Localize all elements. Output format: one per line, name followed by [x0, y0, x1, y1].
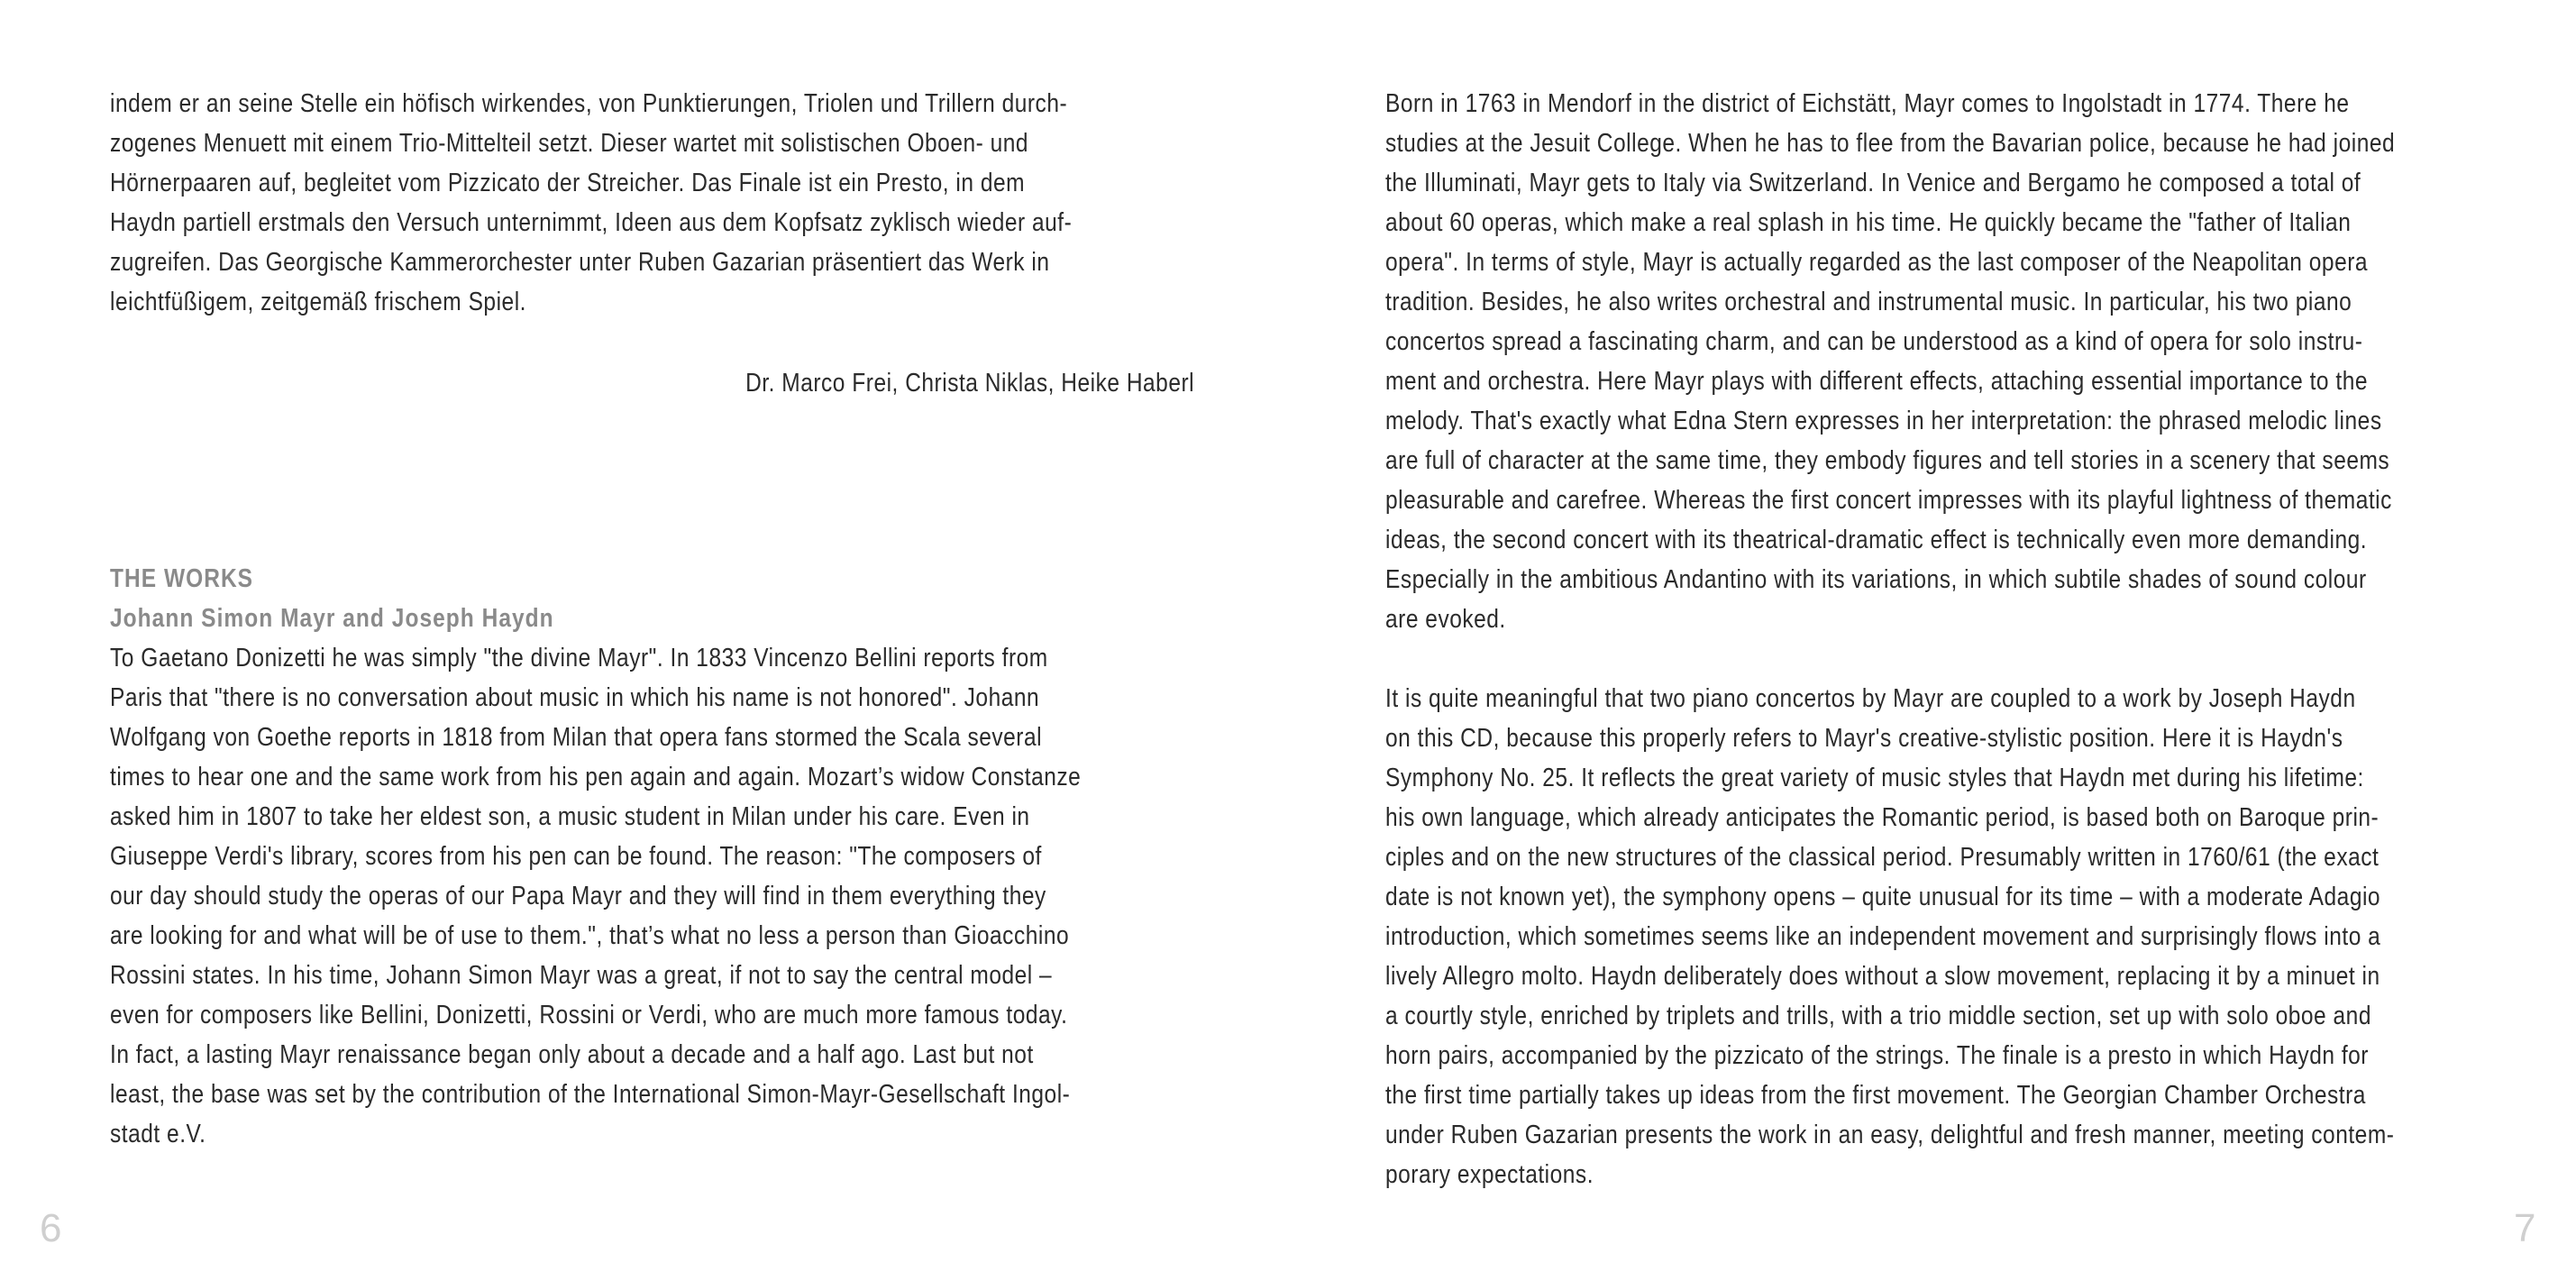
text-line: indem er an seine Stelle ein höfisch wirkendes, von Punktierungen, Triolen und Trillern durch-	[110, 89, 1068, 118]
text-line: melody. That's exactly what Edna Stern expresses in her interpretation: the phrased melodic lines	[1385, 407, 2382, 435]
text-line: It is quite meaningful that two piano concertos by Mayr are coupled to a work by Joseph Haydn	[1385, 684, 2356, 713]
text-line: are looking for and what will be of use to them.", that’s what no less a person than Gioacchino	[110, 921, 1070, 950]
text-line: porary expectations.	[1385, 1160, 1594, 1189]
text-line: even for composers like Bellini, Donizetti, Rossini or Verdi, who are much more famous today.	[110, 1001, 1068, 1029]
text-line: Rossini states. In his time, Johann Simon Mayr was a great, if not to say the central model –	[110, 961, 1053, 990]
text-line: times to hear one and the same work from his pen again and again. Mozart’s widow Constanze	[110, 763, 1082, 791]
text-line: zogenes Menuett mit einem Trio-Mittelteil setzt. Dieser wartet mit solistischen Oboen- und	[110, 129, 1029, 158]
text-line: a courtly style, enriched by triplets and trills, with a trio middle section, set up with solo oboe and	[1385, 1002, 2371, 1030]
german-intro-paragraph	[110, 84, 1195, 322]
text-line: lively Allegro molto. Haydn deliberately does without a slow movement, replacing it by a minuet in	[1385, 962, 2380, 991]
text-line: tradition. Besides, he also writes orchestral and instrumental music. In particular, his two piano	[1385, 288, 2352, 316]
text-line: concertos spread a fascinating charm, and can be understood as a kind of opera for solo instru-	[1385, 327, 2363, 356]
text-line: date is not known yet), the symphony opens – quite unusual for its time – with a moderate Adagio	[1385, 883, 2381, 911]
section-subheading: Johann Simon Mayr and Joseph Haydn	[110, 604, 554, 633]
text-line: studies at the Jesuit College. When he has to flee from the Bavarian police, because he had joined	[1385, 129, 2396, 158]
text-line: stadt e.V.	[110, 1120, 206, 1148]
text-line: Born in 1763 in Mendorf in the district of Eichstätt, Mayr comes to Ingolstadt in 1774. There he	[1385, 89, 2350, 118]
text-line: his own language, which already anticipates the Romantic period, is based both on Baroque prin-	[1385, 803, 2380, 832]
text-line: Wolfgang von Goethe reports in 1818 from Milan that opera fans stormed the Scala several	[110, 723, 1043, 752]
mayr-biography-paragraph	[1385, 84, 2471, 639]
text-line: Haydn partiell erstmals den Versuch unternimmt, Ideen aus dem Kopfsatz zyklisch wieder auf-	[110, 208, 1073, 237]
text-line: ideas, the second concert with its theatrical-dramatic effect is technically even more demanding.	[1385, 526, 2368, 554]
section-heading: THE WORKS	[110, 564, 254, 593]
text-line: Symphony No. 25. It reflects the great variety of music styles that Haydn met during his lifetime:	[1385, 764, 2364, 792]
page-number: 7	[2514, 1206, 2536, 1250]
text-line: ment and orchestra. Here Mayr plays with different effects, attaching essential importance to the	[1385, 367, 2368, 396]
text-line: Paris that "there is no conversation about music in which his name is not honored". Johann	[110, 683, 1040, 712]
text-line: horn pairs, accompanied by the pizzicato of the strings. The finale is a presto in which Haydn for	[1385, 1041, 2369, 1070]
text-line: Giuseppe Verdi's library, scores from his pen can be found. The reason: "The composers of	[110, 842, 1042, 871]
text-line: the Illuminati, Mayr gets to Italy via Switzerland. In Venice and Bergamo he composed a total of	[1385, 169, 2361, 197]
text-line: To Gaetano Donizetti he was simply "the divine Mayr". In 1833 Vincenzo Bellini reports from	[110, 644, 1048, 673]
text-line: opera". In terms of style, Mayr is actually regarded as the last composer of the Neapolitan opera	[1385, 248, 2369, 277]
text-line: leichtfüßigem, zeitgemäß frischem Spiel.	[110, 288, 526, 316]
text-line: In fact, a lasting Mayr renaissance began only about a decade and a half ago. Last but not	[110, 1040, 1034, 1069]
text-line: zugreifen. Das Georgische Kammerorchester unter Ruben Gazarian präsentiert das Werk in	[110, 248, 1050, 277]
text-line: pleasurable and carefree. Whereas the first concert impresses with its playful lightness of thematic	[1385, 486, 2392, 515]
haydn-symphony-paragraph	[1385, 679, 2471, 1194]
text-line: on this CD, because this properly refers to Mayr's creative-stylistic position. Here it is Haydn's	[1385, 724, 2343, 753]
page-number: 6	[40, 1206, 62, 1250]
right-page	[1288, 0, 2576, 1281]
the-works-section	[110, 559, 1195, 1154]
text-line: ciples and on the new structures of the classical period. Presumably written in 1760/61 (the exact	[1385, 843, 2380, 872]
text-line: the first time partially takes up ideas from the first movement. The Georgian Chamber Orchestra	[1385, 1081, 2366, 1110]
text-line: least, the base was set by the contribution of the International Simon-Mayr-Gesellschaft Ingol-	[110, 1080, 1071, 1109]
text-line: our day should study the operas of our Papa Mayr and they will find in them everything they	[110, 882, 1046, 910]
text-line: about 60 operas, which make a real splash in his time. He quickly became the "father of Italian	[1385, 208, 2352, 237]
text-line: introduction, which sometimes seems like an independent movement and surprisingly flows into a	[1385, 922, 2381, 951]
author-signature: Dr. Marco Frei, Christa Niklas, Heike Haberl	[744, 369, 1194, 398]
text-line: Hörnerpaaren auf, begleitet vom Pizzicato der Streicher. Das Finale ist ein Presto, in dem	[110, 169, 1026, 197]
text-line: Especially in the ambitious Andantino with its variations, in which subtile shades of sound colour	[1385, 565, 2367, 594]
text-line: are full of character at the same time, they embody figures and tell stories in a scenery that seems	[1385, 446, 2390, 475]
text-line: under Ruben Gazarian presents the work in an easy, delightful and fresh manner, meeting contem-	[1385, 1121, 2395, 1149]
text-line: asked him in 1807 to take her eldest son, a music student in Milan under his care. Even in	[110, 802, 1030, 831]
text-line: are evoked.	[1385, 605, 1506, 634]
